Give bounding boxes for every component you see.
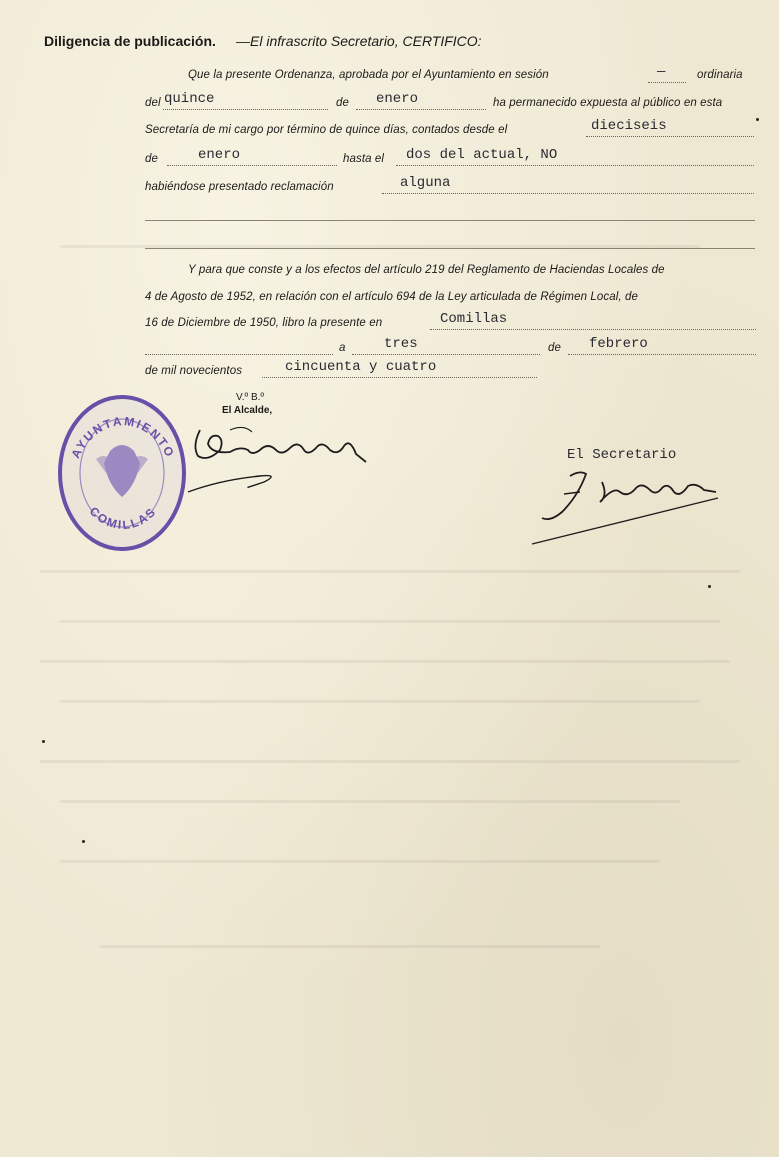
fill-place: Comillas [440, 311, 508, 327]
mayor-signature [180, 410, 380, 500]
blank-line [145, 354, 333, 355]
body-line-2-end: ha permanecido expuesta al público en esta [493, 97, 723, 109]
bleed-through-line [40, 570, 740, 573]
blank-line [163, 109, 328, 110]
para-line-5: de mil novecientos [145, 365, 243, 377]
bleed-through-line [60, 800, 680, 803]
blank-line [356, 109, 486, 110]
body-line-1-end: ordinaria [697, 69, 743, 81]
label-del: del [145, 97, 161, 109]
fill-start-month: enero [198, 147, 241, 163]
blank-line [430, 329, 756, 330]
blank-line [145, 220, 755, 221]
fill-month: enero [376, 91, 419, 107]
heading-subtitle: —El infrascrito Secretario, CERTIFICO: [236, 33, 482, 49]
fill-reclamation: alguna [400, 175, 451, 191]
para-line-2: 4 de Agosto de 1952, en relación con el artículo 694 de la Ley articulada de Régimen Local, de [145, 291, 638, 303]
blank-line [568, 354, 756, 355]
bleed-through-line [60, 700, 700, 703]
label-de: de [145, 153, 158, 165]
fill-day: quince [164, 91, 215, 107]
body-line-5: habiéndose presentado reclamación [145, 181, 334, 193]
body-line-3: Secretaría de mi cargo por término de quince días, contados desde el [145, 124, 508, 136]
vb-label: V.º B.º [236, 392, 265, 403]
heading-title: Diligencia de publicación. [44, 33, 216, 49]
label-de: de [548, 342, 561, 354]
label-hasta: hasta el [343, 153, 385, 165]
secretario-label: El Secretario [567, 447, 677, 463]
paper-speck [42, 740, 45, 743]
fill-year: cincuenta y cuatro [285, 359, 437, 375]
paper-speck [82, 840, 85, 843]
bleed-through-line [100, 945, 600, 948]
label-de: de [336, 97, 349, 109]
blank-line [352, 354, 540, 355]
bleed-through-line [60, 860, 660, 863]
alcalde-label: El Alcalde, [222, 405, 273, 416]
blank-line [648, 82, 686, 83]
bleed-through-line [60, 620, 720, 623]
official-stamp [56, 393, 188, 553]
fill-issue-day: tres [384, 336, 418, 352]
blank-line [382, 193, 754, 194]
blank-line [396, 165, 754, 166]
blank-line [586, 136, 754, 137]
blank-line [262, 377, 537, 378]
paper-speck [756, 118, 759, 121]
stamp-top-text: AYUNTAMIENTO [68, 414, 178, 461]
fill-issue-month: febrero [589, 336, 648, 352]
para-line-3: 16 de Diciembre de 1950, libro la presente en [145, 317, 383, 329]
stamp-bottom-text: COMILLAS [86, 504, 160, 533]
fill-end-date: dos del actual, NO [406, 147, 558, 163]
para-line-1: Y para que conste y a los efectos del artículo 219 del Reglamento de Haciendas Locales de [188, 264, 665, 276]
blank-line [145, 248, 755, 249]
fill-start-day: dieciseis [591, 118, 667, 134]
bleed-through-line [40, 760, 740, 763]
blank-line [167, 165, 337, 166]
fill-session: — [657, 64, 666, 80]
body-line-1: Que la presente Ordenanza, aprobada por el Ayuntamiento en sesión [188, 69, 549, 81]
label-a: a [339, 342, 346, 354]
paper-speck [708, 585, 711, 588]
secretary-signature [528, 462, 728, 550]
bleed-through-line [40, 660, 730, 663]
